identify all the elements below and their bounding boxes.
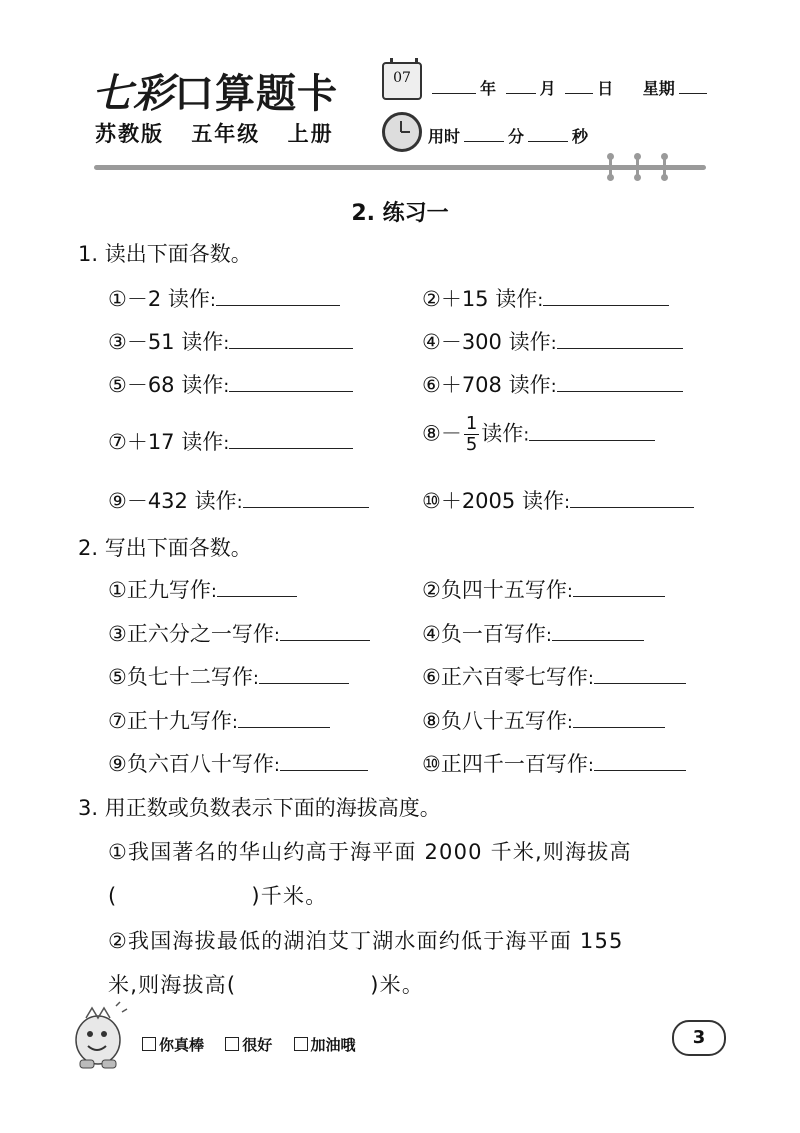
q1-item-4: ④－300 读作: (422, 326, 683, 356)
answer-blank[interactable] (229, 347, 353, 349)
q2-item-1: ①正九写作: (108, 574, 297, 604)
q3-part-2-answer: 米,则海拔高( )米。 (108, 973, 425, 997)
q2-item-3: ③正六分之一写作: (108, 618, 370, 648)
q1-item-8: ⑧－ $\frac{1}{5}$ 读作: (422, 414, 655, 455)
q2-item-7: ⑦正十九写作: (108, 705, 330, 735)
divider-tick (609, 156, 612, 178)
q2-item-8: ⑧负八十五写作: (422, 705, 665, 735)
q1-item-7: ⑦＋17 读作: (108, 426, 353, 456)
answer-blank[interactable] (238, 726, 330, 728)
edition-publisher: 苏教版 (95, 122, 164, 146)
header-divider (94, 165, 706, 170)
q1-item-2: ②＋15 读作: (422, 283, 669, 313)
answer-blank[interactable] (280, 769, 368, 771)
clock-icon (382, 112, 422, 152)
q2-item-9: ⑨负六百八十写作: (108, 748, 368, 778)
answer-blank[interactable] (229, 447, 353, 449)
brand-title: 七彩口算题卡 (92, 70, 338, 117)
fraction-one-fifth: $\frac{1}{5}$ (465, 413, 478, 455)
q2-item-2: ②负四十五写作: (422, 574, 665, 604)
day-blank[interactable] (565, 92, 593, 94)
q1-item-3: ③－51 读作: (108, 326, 353, 356)
answer-blank[interactable] (557, 347, 683, 349)
answer-blank[interactable] (543, 304, 669, 306)
rating-good[interactable]: 很好 (225, 1036, 272, 1054)
seconds-blank[interactable] (528, 140, 568, 142)
divider-tick (663, 156, 666, 178)
answer-blank[interactable] (573, 595, 665, 597)
answer-blank[interactable] (552, 639, 644, 641)
q3-part-1-text: ①我国著名的华山约高于海平面 2000 千米,则海拔高 (108, 840, 632, 864)
answer-blank[interactable] (217, 595, 297, 597)
time-fill-row: 用时 分 秒 (428, 127, 589, 146)
q3-part-1-answer: ( )千米。 (108, 884, 328, 908)
q2-item-5: ⑤负七十二写作: (108, 661, 349, 691)
edition-volume: 上册 (287, 122, 334, 146)
edition-info (95, 118, 352, 148)
question-2-heading: 2. 写出下面各数。 (78, 536, 252, 560)
answer-blank[interactable] (229, 390, 353, 392)
q1-item-6: ⑥＋708 读作: (422, 369, 683, 399)
checkbox-icon[interactable] (225, 1037, 239, 1051)
answer-blank[interactable] (243, 506, 369, 508)
answer-blank[interactable] (557, 390, 683, 392)
rating-excellent[interactable]: 你真棒 (142, 1036, 204, 1054)
q1-item-1: ①－2 读作: (108, 283, 340, 313)
minutes-blank[interactable] (464, 140, 504, 142)
answer-blank[interactable] (573, 726, 665, 728)
mascot-icon (70, 1000, 130, 1072)
q1-item-5: ⑤－68 读作: (108, 369, 353, 399)
answer-blank[interactable] (594, 682, 686, 684)
q1-item-10: ⑩＋2005 读作: (422, 485, 694, 515)
answer-blank[interactable] (259, 682, 349, 684)
month-blank[interactable] (506, 92, 536, 94)
answer-blank[interactable] (280, 639, 370, 641)
q2-item-4: ④负一百写作: (422, 618, 644, 648)
checkbox-icon[interactable] (142, 1037, 156, 1051)
weekday-blank[interactable] (679, 92, 707, 94)
page-number: 3 (672, 1020, 726, 1056)
answer-blank[interactable] (570, 506, 694, 508)
q2-item-6: ⑥正六百零七写作: (422, 661, 686, 691)
checkbox-icon[interactable] (294, 1037, 308, 1051)
divider-tick (636, 156, 639, 178)
year-blank[interactable] (432, 92, 476, 94)
calendar-icon: 07 (382, 62, 422, 100)
answer-blank[interactable] (216, 304, 340, 306)
question-1-heading: 1. 读出下面各数。 (78, 242, 252, 266)
section-title: 2. 练习一 (351, 201, 449, 226)
self-rating (142, 1034, 372, 1055)
q1-item-9: ⑨－432 读作: (108, 485, 369, 515)
answer-blank[interactable] (594, 769, 686, 771)
answer-blank[interactable] (529, 439, 655, 441)
rating-keep-going[interactable]: 加油哦 (294, 1036, 356, 1054)
question-3-heading: 3. 用正数或负数表示下面的海拔高度。 (78, 796, 441, 820)
edition-grade: 五年级 (191, 122, 261, 146)
q3-part-2-text: ②我国海拔最低的湖泊艾丁湖水面约低于海平面 155 (108, 929, 624, 953)
date-fill-row: 年 月 日 星期 (428, 76, 711, 99)
q2-item-10: ⑩正四千一百写作: (422, 748, 686, 778)
